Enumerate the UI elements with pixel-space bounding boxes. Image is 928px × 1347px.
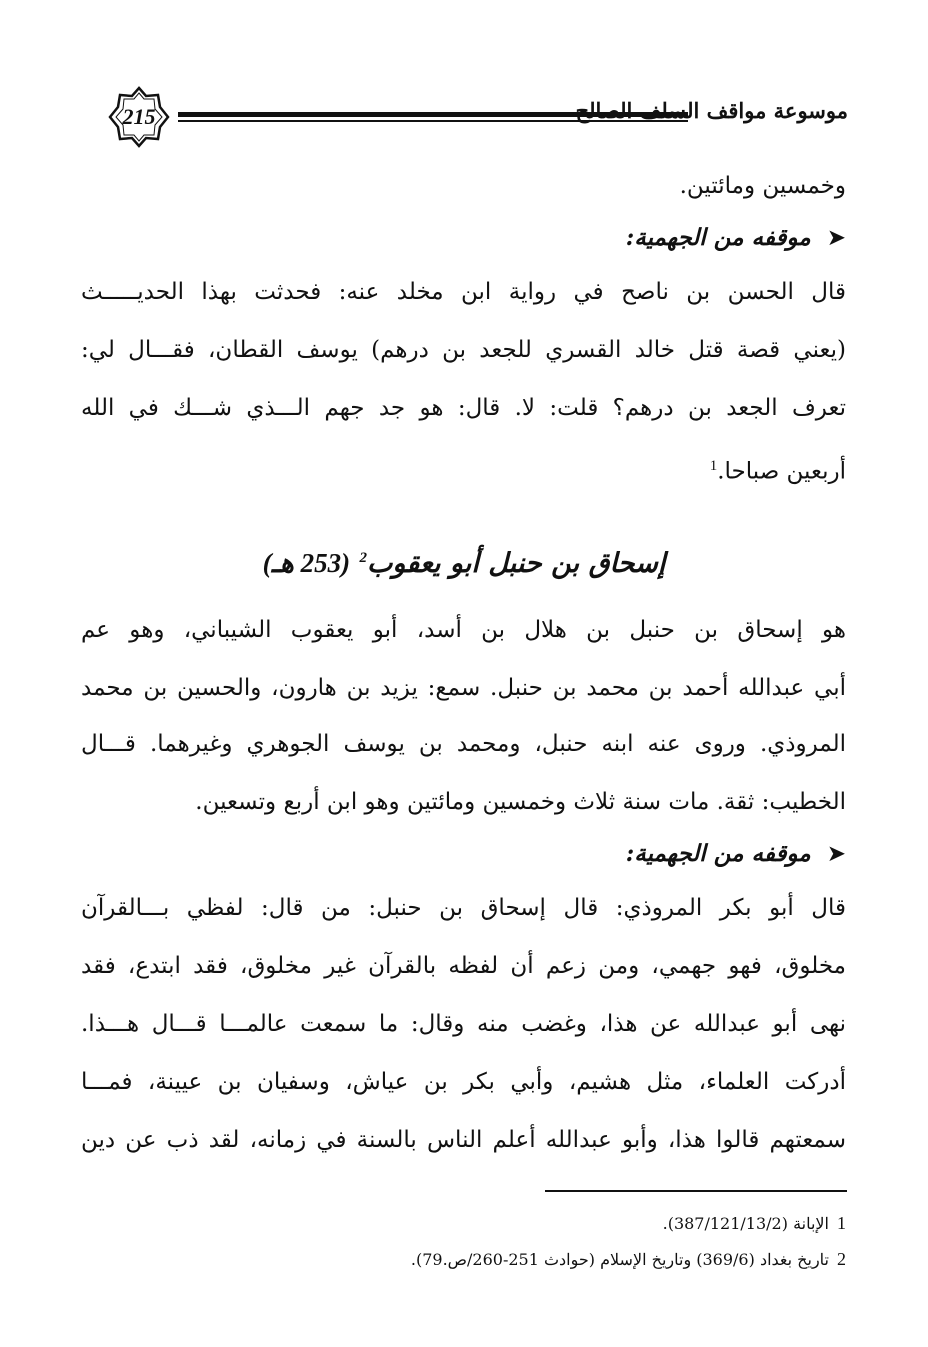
- page-number-frame: [108, 86, 170, 148]
- text-line-with-ref: [81, 446, 846, 492]
- biography-heading: [82, 548, 846, 579]
- footnote-number: 2: [837, 1249, 846, 1269]
- text-line: الخطيب: ثقة. مات سنة ثلاث وخمسين ومائتين وهو ابن أربع وتسعين.: [195, 789, 846, 815]
- text-line: تعرف الجعد بن درهم؟ قلت: لا. قال: هو جد جهم الـــذي شـــك في الله: [81, 395, 846, 421]
- text-line: المروذي. وروى عنه ابنه حنبل، ومحمد بن يوسف الجوهري وغيرهما. قـــال: [81, 731, 846, 757]
- biography-year: (253 هـ): [262, 548, 351, 578]
- footnote-number: 1: [837, 1213, 846, 1233]
- text-line: أربعين صباحا.: [717, 458, 846, 485]
- page-header: [100, 80, 848, 158]
- text-line: مخلوق، فهو جهمي، ومن زعم أن لفظه بالقرآن غير مخلوق، فقد ابتدع، فقد: [81, 953, 846, 979]
- stance-heading: [81, 218, 846, 258]
- footnote-text: الإبانة (387/121/13/2).: [662, 1214, 829, 1233]
- text-line: هو إسحاق بن حنبل بن هلال بن أسد، أبو يعقوب الشيباني، وهو عم: [81, 617, 846, 643]
- footnote-text: تاريخ بغداد (369/6) وتاريخ الإسلام (حوادث 251-260/ص.79).: [410, 1250, 829, 1269]
- text-line: وخمسين ومائتين.: [679, 173, 846, 199]
- arrowhead-left-icon: ➤: [826, 225, 846, 251]
- text-line: نهى أبو عبدالله عن هذا، وغضب منه وقال: ما سمعت عالمـــا قـــال هـــذا.: [81, 1011, 846, 1037]
- page-number: 215: [122, 104, 156, 129]
- stance-heading-text: موقفه من الجهمية:: [625, 840, 811, 867]
- text-line: (يعني قصة قتل خالد القسري للجعد بن درهم) يوسف القطان، فقـــال لي:: [81, 337, 846, 363]
- text-line: قال أبو بكر المروذي: قال إسحاق بن حنبل: من قال: لفظي بـــالقرآن: [81, 895, 846, 921]
- stance-heading: [81, 834, 846, 874]
- text-line: قال الحسن بن ناصح في رواية ابن مخلد عنه: فحدثت بهذا الحديـــــث: [81, 279, 846, 305]
- text-line: سمعتهم قالوا هذا، وأبو عبدالله أعلم الناس بالسنة في زمانه، لقد ذب عن دين: [81, 1127, 846, 1153]
- footnote-ref: 2: [359, 550, 367, 566]
- footnote: [81, 1210, 846, 1237]
- series-title: موسوعة مواقف السلف الصالح: [575, 98, 848, 123]
- stance-heading-text: موقفه من الجهمية:: [625, 224, 811, 251]
- footnote-ref: 1: [709, 458, 718, 474]
- text-line: أدركت العلماء، مثل هشيم، وأبي بكر بن عياش، وسفيان بن عيينة، فمـــا: [81, 1069, 846, 1095]
- text-line: أبي عبدالله أحمد بن محمد بن حنبل. سمع: يزيد بن هارون، والحسين بن محمد: [81, 675, 846, 701]
- biography-name: إسحاق بن حنبل أبو يعقوب: [366, 548, 666, 579]
- footnote-rule: [545, 1190, 847, 1192]
- footnote: [81, 1246, 846, 1273]
- arrowhead-left-icon: ➤: [826, 841, 846, 867]
